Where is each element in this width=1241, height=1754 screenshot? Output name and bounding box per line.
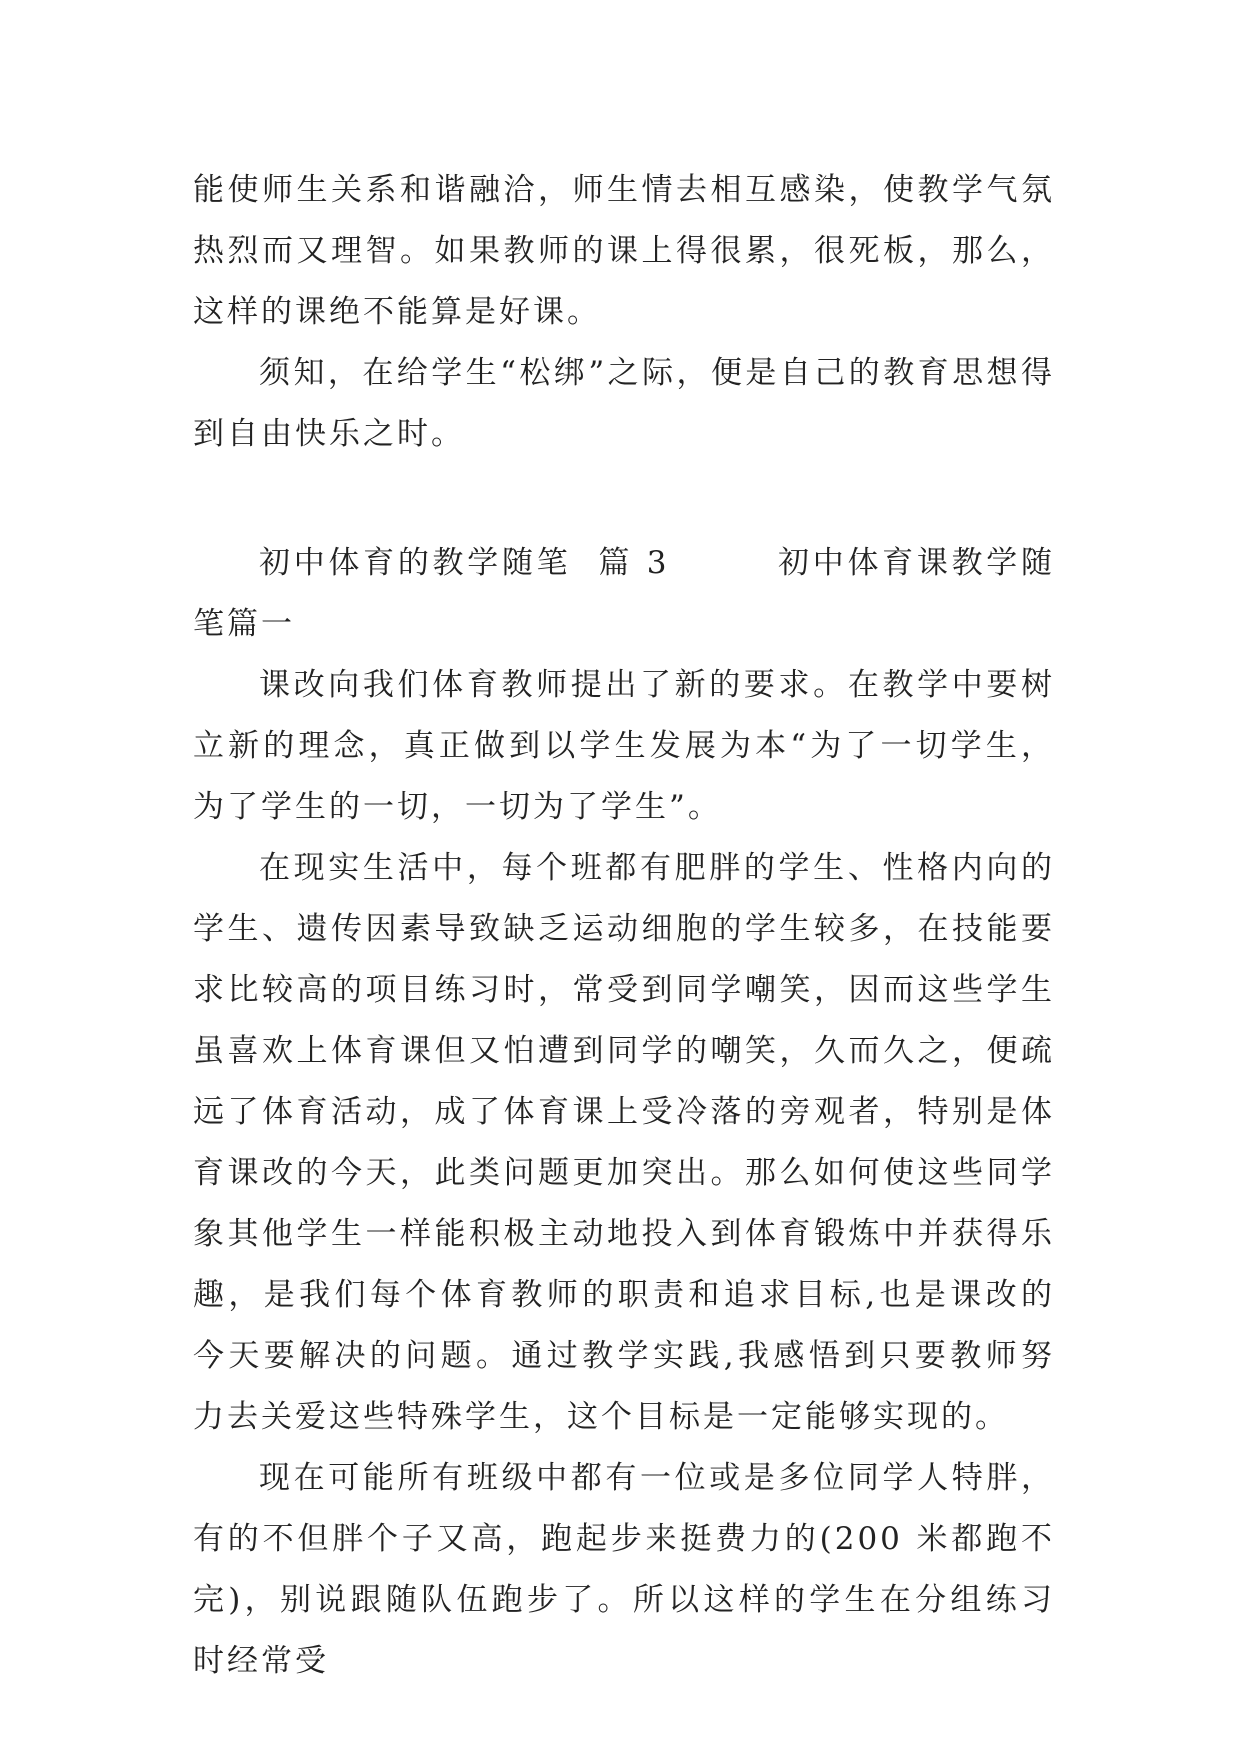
paragraph-intro: 能使师生关系和谐融洽，师生情去相互感染，使教学气氛热烈而又理智。如果教师的课上得很累，很死板，那么，这样的课绝不能算是好课。 <box>193 172 1055 330</box>
paragraph-conclusion: 须知，在给学生“松绑”之际，便是自己的教育思想得到自由快乐之时。 <box>193 355 1055 452</box>
paragraph-body-2: 在现实生活中，每个班都有肥胖的学生、性格内向的学生、遗传因素导致缺乏运动细胞的学生较多，在技能要求比较高的项目练习时，常受到同学嘲笑，因而这些学生虽喜欢上体育课但又怕遭到同学的嘲笑，久而久之，便疏远了体育活动，成了体育课上受冷落的旁观者，特别是体育课改的今天，此类问题更加突出。那么如何使这些同学象其他学生一样能积极主动地投入到体育锻炼中并获得乐趣，是我们每个体育教师的职责和追求目标,也是课改的今天要解决的问题。通过教学实践,我感悟到只要教师努力去关爱这些特殊学生，这个目标是一定能够实现的。 <box>193 850 1055 1435</box>
section-gap <box>193 465 1055 533</box>
paragraph-body-1: 课改向我们体育教师提出了新的要求。在教学中要树立新的理念，真正做到以学生发展为本“为了一切学生，为了学生的一切，一切为了学生”。 <box>193 667 1055 825</box>
section-heading: 初中体育的教学随笔 篇 3 初中体育课教学随笔篇一 <box>193 545 1055 642</box>
page-content <box>193 160 1055 1692</box>
paragraph-body-3: 现在可能所有班级中都有一位或是多位同学人特胖，有的不但胖个子又高，跑起步来挺费力的(200 米都跑不完)，别说跟随队伍跑步了。所以这样的学生在分组练习时经常受 <box>193 1460 1055 1679</box>
